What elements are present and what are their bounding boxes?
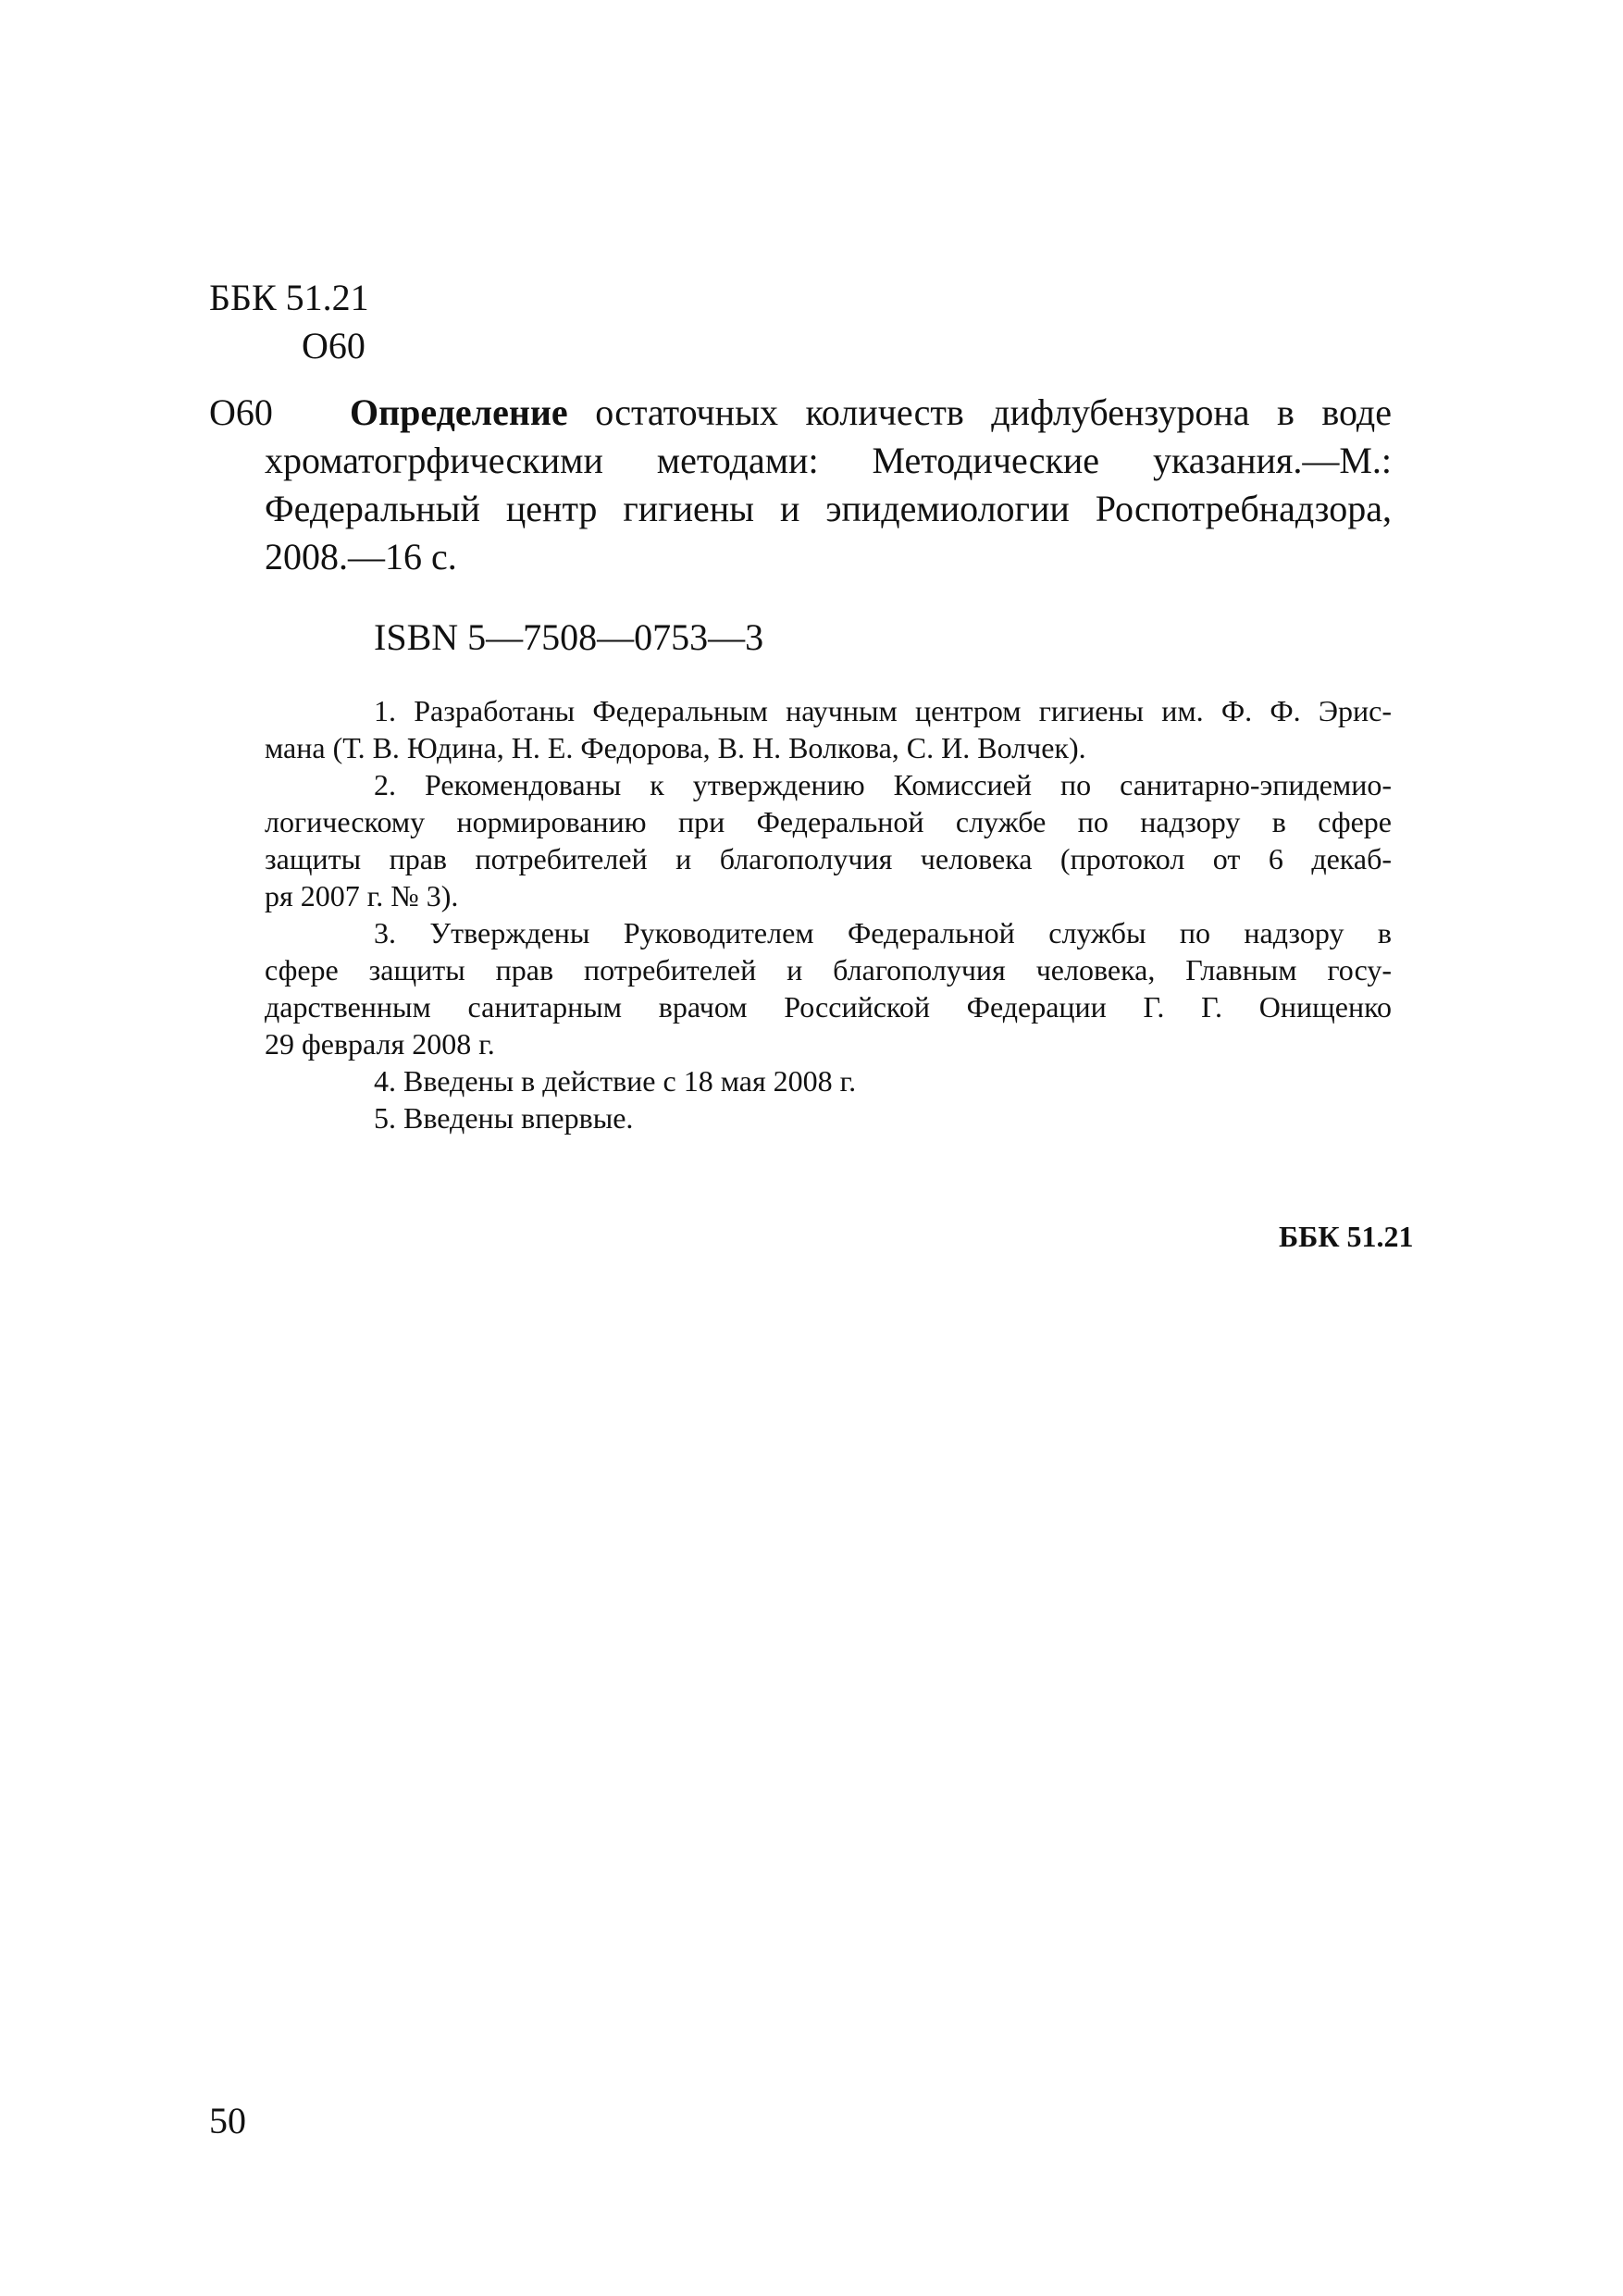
- note-2-line-1: 2. Рекомендованы к утверждению Комиссией по санитарно-эпидемио-: [374, 768, 1392, 801]
- note-3-line-2: сфере защиты прав потребителей и благополучия человека, Главным госу-: [265, 953, 1392, 987]
- entry-title: Определение: [350, 391, 568, 433]
- bbk-code: ББК 51.21: [209, 277, 369, 318]
- catalog-entry: [265, 389, 1392, 581]
- page-number: 50: [209, 2100, 246, 2141]
- entry-line-1: [265, 389, 1392, 437]
- entry-author-sign: О60: [209, 391, 273, 433]
- note-1-line-2: мана (Т. В. Юдина, Н. Е. Федорова, В. Н. Волкова, С. И. Волчек).: [265, 731, 1086, 764]
- note-3-line-1: 3. Утверждены Руководителем Федеральной службы по надзору в: [374, 916, 1392, 949]
- note-5: 5. Введены впервые.: [374, 1101, 634, 1135]
- note-2-line-3: защиты прав потребителей и благополучия человека (протокол от 6 декаб-: [265, 842, 1392, 875]
- entry-line-3: Федеральный центр гигиены и эпидемиологии Роспотребнадзора,: [265, 488, 1392, 529]
- isbn: ISBN 5—7508—0753—3: [374, 616, 764, 658]
- note-4: 4. Введены в действие с 18 мая 2008 г.: [374, 1064, 857, 1098]
- bbk-footer: ББК 51.21: [1279, 1220, 1414, 1253]
- entry-line-1-text: остаточных количеств дифлубензурона в воде: [567, 391, 1392, 433]
- note-2-line-2: логическому нормированию при Федеральной службе по надзору в сфере: [265, 805, 1392, 838]
- note-3-line-3: дарственным санитарным врачом Российской Федерации Г. Г. Онищенко: [265, 990, 1392, 1024]
- note-3-line-4: 29 февраля 2008 г.: [265, 1027, 495, 1061]
- entry-line-2: хроматогрфическими методами: Методические указания.—М.:: [265, 440, 1392, 481]
- entry-line-4: 2008.—16 с.: [265, 536, 457, 577]
- note-2-line-4: ря 2007 г. № 3).: [265, 879, 459, 912]
- note-1-line-1: 1. Разработаны Федеральным научным центром гигиены им. Ф. Ф. Эрис-: [374, 694, 1392, 727]
- author-sign: О60: [302, 325, 365, 366]
- notes: [265, 692, 1392, 1136]
